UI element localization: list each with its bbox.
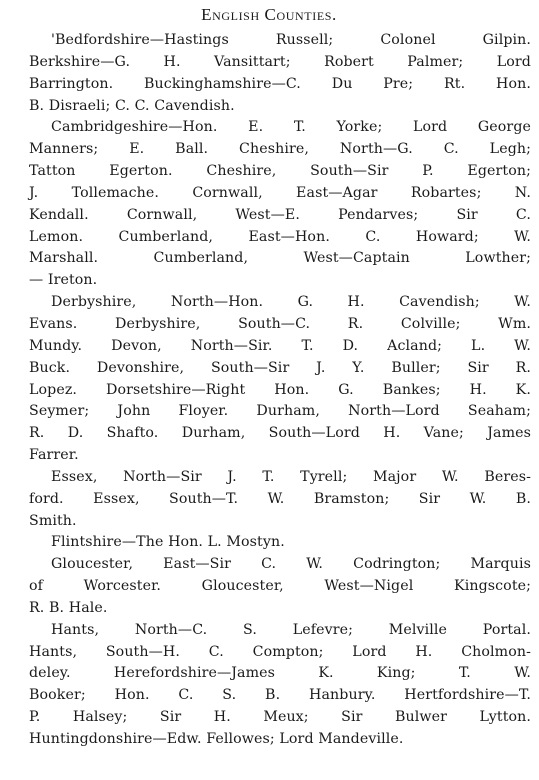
text-line: Berkshire—G. H. Vansittart; Robert Palmer; Lord: [29, 53, 531, 70]
text-line: B. Disraeli; C. C. Cavendish.: [29, 97, 235, 114]
text-line: deley. Herefordshire—James K. King; T. W.: [29, 665, 531, 682]
text-line: P. Halsey; Sir H. Meux; Sir Bulwer Lytton.: [29, 709, 531, 726]
text-line: Marshall. Cumberland, West—Captain Lowther;: [29, 250, 531, 267]
text-line: Cambridgeshire—Hon. E. T. Yorke; Lord George: [51, 119, 531, 136]
text-line: J. Tollemache. Cornwall, East—Agar Robartes; N.: [29, 184, 531, 201]
paragraph: [7, 532, 531, 554]
paragraph: [7, 30, 531, 117]
article-body: [7, 30, 531, 751]
text-line: R. B. Hale.: [29, 599, 108, 616]
paragraph: [7, 292, 531, 467]
text-line: Manners; E. Ball. Cheshire, North—G. C. Legh;: [29, 141, 531, 158]
text-line: Kendall. Cornwall, West—E. Pendarves; Sir C.: [29, 206, 531, 223]
text-line: Seymer; John Floyer. Durham, North—Lord Seaham;: [29, 403, 531, 420]
text-line: ford. Essex, South—T. W. Bramston; Sir W. B.: [29, 490, 531, 507]
page-title: English Counties.: [201, 5, 337, 24]
text-line: Lemon. Cumberland, East—Hon. C. Howard; W.: [29, 228, 531, 245]
text-line: Tatton Egerton. Cheshire, South—Sir P. Egerton;: [29, 163, 531, 180]
text-line: Mundy. Devon, North—Sir. T. D. Acland; L. W.: [29, 337, 531, 354]
text-line: Essex, North—Sir J. T. Tyrell; Major W. Beres-: [51, 468, 531, 485]
text-line: Smith.: [29, 512, 77, 529]
text-line: R. D. Shafto. Durham, South—Lord H. Vane; James: [29, 425, 531, 442]
paragraph: [7, 554, 531, 620]
text-line: Gloucester, East—Sir C. W. Codrington; Marquis: [51, 556, 531, 573]
text-line: Farrer.: [29, 447, 79, 464]
text-line: Hants, North—C. S. Lefevre; Melville Portal.: [51, 621, 531, 638]
text-line: 'Bedfordshire—Hastings Russell; Colonel Gilpin.: [51, 32, 531, 48]
text-line: Huntingdonshire—Edw. Fellowes; Lord Mandeville.: [29, 731, 404, 747]
paragraph: [7, 620, 531, 751]
text-line: Hants, South—H. C. Compton; Lord H. Cholmon-: [29, 643, 531, 660]
text-line: Barrington. Buckinghamshire—C. Du Pre; Rt. Hon.: [29, 75, 531, 92]
text-line: Flintshire—The Hon. L. Mostyn.: [51, 534, 285, 551]
text-line: Derbyshire, North—Hon. G. H. Cavendish; W.: [51, 294, 531, 311]
paragraph: [7, 117, 531, 292]
text-line: Buck. Devonshire, South—Sir J. Y. Buller; Sir R.: [29, 359, 531, 376]
text-line: Evans. Derbyshire, South—C. R. Colville; Wm.: [29, 315, 531, 332]
text-line: Lopez. Dorsetshire—Right Hon. G. Bankes; H. K.: [29, 381, 531, 398]
text-line: Booker; Hon. C. S. B. Hanbury. Hertfordshire—T.: [29, 687, 531, 704]
text-line: of Worcester. Gloucester, West—Nigel Kingscote;: [29, 578, 531, 595]
text-line: — Ireton.: [29, 272, 98, 289]
paragraph: [7, 467, 531, 533]
